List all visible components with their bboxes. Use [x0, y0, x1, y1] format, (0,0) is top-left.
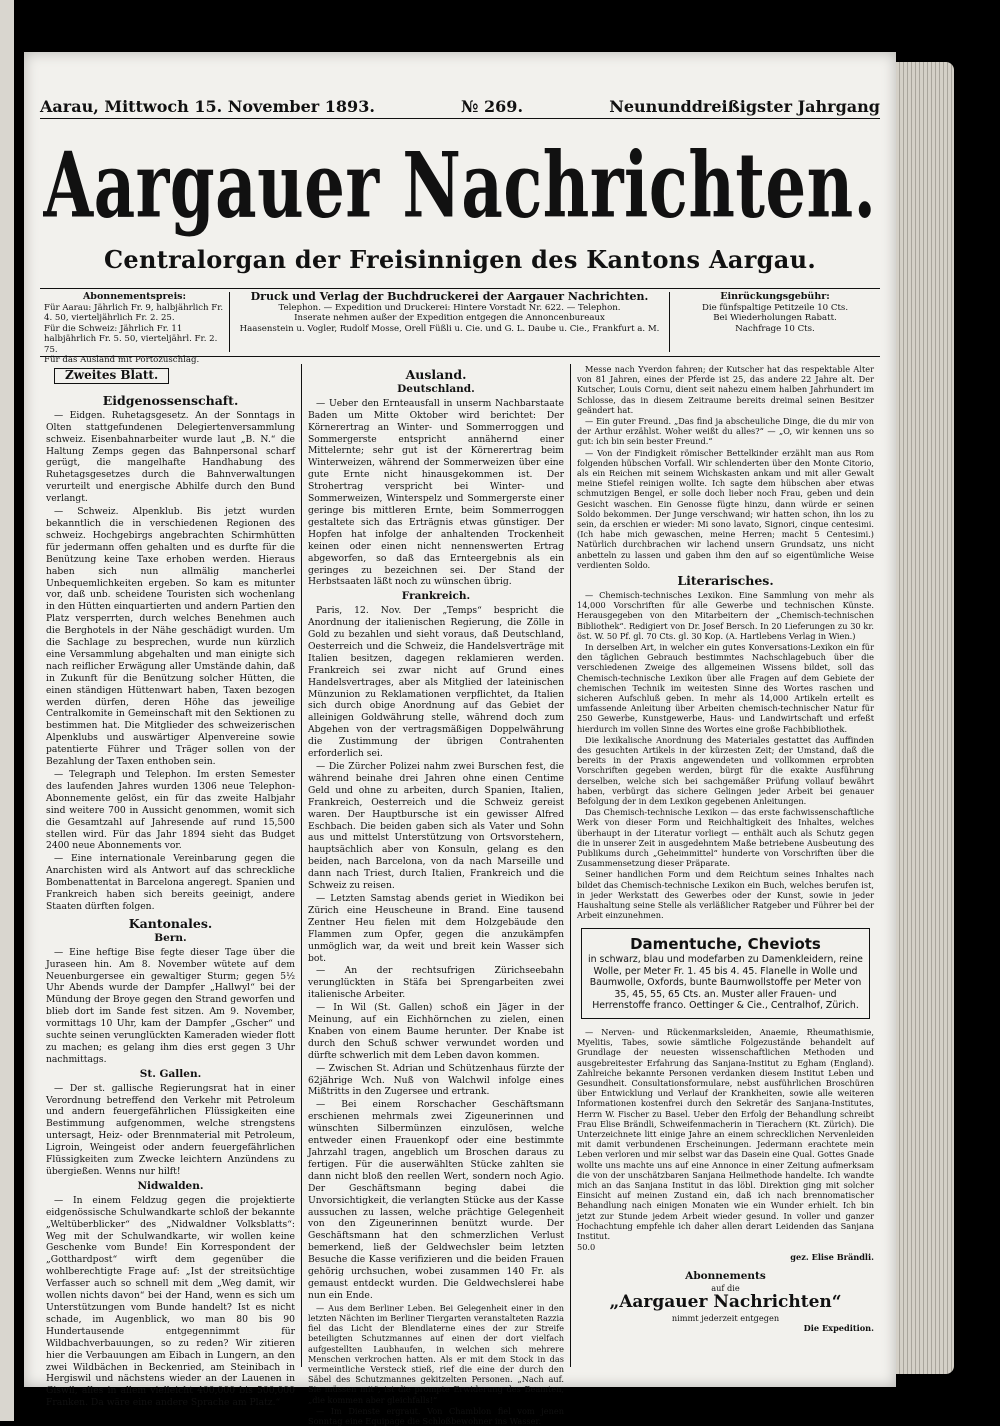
subscription-line: Für das Ausland mit Portozuschlag. — [44, 355, 200, 365]
subscription-box — [40, 291, 230, 365]
article-paragraph: — In einem Feldzug gegen die projektierte eidgenössische Schulwandkarte schloß der bekannte „Weltüberblicker“ des „Nidwaldner Volksblatts“: Weg mit der Schulwandkarte, wir wollen keine Geschenke vom Bunde! Ein Korrespondent der „Gotthardpost“ wirft dem gegenüber die wohlberechtigte Frage auf: „Ist der streitsüchtige Verfasser auch so schnell mit dem „Weg damit, wir wollen nichts davon“ bei der Hand, wenn es sich um Unterstützungen vom Bunde handelt? Ist es nicht schade, im Augenblick, wo man 80 bis 90 Hundertausende entgegennimmt für Wildbachverbauungen, so zu reden? Wir zitieren hier die Verbauungen am Eibach in Lungern, an den zwei Wildbächen in Beckenried, am Steinibach in Hergiswil und nächstens wieder an der Lauenen in Giswil, alles in allem vielleicht 400,000 bis 500,000 Franken. Da wäre eine andere Sprache am Platz.“ — [46, 1194, 295, 1409]
column-1 — [40, 364, 302, 1409]
cloth-advertisement — [581, 928, 870, 1019]
notice-line: auf die — [711, 1282, 740, 1293]
subsection-heading: Nidwalden. — [137, 1179, 204, 1192]
notice-line: nimmt jederzeit entgegen — [671, 1312, 780, 1323]
article-columns — [40, 364, 880, 1426]
volume-year: Neununddreißigster Jahrgang — [609, 97, 880, 116]
section-heading: Literarisches. — [677, 573, 774, 589]
section-heading: Ausland. — [405, 367, 467, 382]
article-paragraph: — Eine heftige Bise fegte dieser Tage über die Juraseen hin. Am 8. November wütete auf dem Neuenburgersee ein gewaltiger Sturm; gegen 5½ Uhr Abends wurde der Dampfer „Hallwyl“ bei der Mündung der Broye gegen den Strand geworfen und blieb dort im Sande fest sitzen. Am 9. November, vormittags 10 Uhr, kam der Dampfer „Gscher“ und suchte seinen verunglückten Kameraden wieder flott zu machen; es gelang ihm dies erst gegen 3 Uhr nachmittags. — [46, 946, 295, 1065]
publisher-line: Inserate nehmen außer der Expedition entgegen die Annoncenbureaux — [294, 313, 605, 323]
article-paragraph: — Bei einem Rorschacher Geschäftsmann erschienen mehrmals zwei Zigeunerinnen und wünschten Silbermünzen einzulösen, welche entweder einen Frauenkopf oder eine bestimmte Jahrzahl tragen, angeblich um Broschen daraus zu fertigen. Für die auserwählten Stücke zahlten sie dann nicht bloß den reellen Wert, sondern noch Agio. Der Geschäftsmann beging dabei die Unvorsichtigkeit, die verlangten Stücke aus der Kasse aussuchen zu lassen, welche prächtige Gelegenheit von den Zigeunerinnen benützt wurde. Der Geschäftsmann hat den schmerzlichen Verlust bemerkend, ließ der Geldwechsler beim letzten Besuche die Kasse verifizieren und die beiden Frauen gehörig urchsuchen, wobei zusammen 140 Fr. als gemaust entdeckt wurden. Die Geldwechslerei habe nun ein Ende. — [308, 1099, 564, 1301]
article-paragraph: — Ein guter Freund. „Das find ja abscheuliche Dinge, die du mir von der Arthur erzählst. Woher weißt du alles?“ — „O, wir kennen uns so gut: ich bin sein bester Freund.“ — [577, 416, 874, 447]
section-heading: Kantonales. — [128, 915, 213, 931]
article-paragraph: — Zwischen St. Adrian und Schützenhaus fürzte der 62jährige Wch. Nuß von Walchwil infolge eines Mißtritts in den Zugersee und ertrank. — [308, 1062, 564, 1098]
article-paragraph: Seiner handlichen Form und dem Reichtum seines Inhaltes nach bildet das Chemisch-technische Lexikon ein Buch, welches berufen ist, in jeder Werkstatt des Gewerbes oder der Kunst, sowie in jeder Haushaltung seine Stelle als verläßlicher Ratgeber und Führer bei der Arbeit einzunehmen. — [577, 869, 874, 921]
publisher-line: Haasenstein u. Vogler, Rudolf Mosse, Orell Füßli u. Cie. und G. L. Daube u. Cie., Frankfurt a. M. — [239, 323, 660, 334]
issue-number: № 269. — [461, 97, 524, 116]
article-paragraph: — Die Zürcher Polizei nahm zwei Burschen fest, die während beinahe drei Jahren ohne einen Centime Geld und ohne zu arbeiten, durch Spanien, Italien, Frankreich, Oesterreich und die Schweiz gereist waren. Der Hauptbursche ist ein gewisser Alfred Eschbach. Die beiden gaben sich als Vater und Sohn aus und mittelst Unterstützung von Ortsvorstehern, hauptsächlich aber von Konsuln, gelang es den beiden, nach Barcelona, von da nach Marseille und dann nach Triest, durch Italien, Frankreich und die Schweiz zu reisen. — [308, 761, 564, 892]
second-sheet-label: Zweites Blatt. — [54, 368, 169, 384]
notice-signature: Die Expedition. — [803, 1322, 874, 1333]
subscription-notice — [577, 1271, 874, 1333]
issue-date: Aarau, Mittwoch 15. November 1893. — [40, 97, 375, 116]
publisher-box — [230, 292, 670, 352]
notice-line: Abonnements — [685, 1269, 766, 1282]
subsection-heading: Frankreich. — [401, 590, 471, 603]
header-line — [40, 97, 880, 116]
info-rule-top — [40, 288, 880, 289]
article-paragraph: — Eidgen. Ruhetagsgesetz. An der Sonntags in Olten stattgefundenen Delegiertenversammlung schweiz. Eisenbahnarbeiter wurde laut „B. N.“ die Haltung Zemps gegen das Bahnpersonal scharf gerügt, die mangelhafte Handhabung des Ruhetagsgesetzes durch die Bahnverwaltungen verurteilt und energische Abhilfe durch den Bund verlangt. — [46, 409, 295, 505]
ad-rates-line: Bei Wiederholungen Rabatt. — [713, 313, 837, 323]
ad-rates-line: Die fünfspaltige Petitzeile 10 Cts. — [701, 302, 849, 313]
column-2 — [302, 364, 571, 1426]
publisher-title: Druck und Verlag der Buchdruckerei der Aargauer Nachrichten. — [250, 290, 649, 303]
article-paragraph: — Chemisch-technisches Lexikon. Eine Sammlung von mehr als 14,000 Vorschriften für alle Gewerbe und technischen Künste. Herausgegeben von den Mitarbeitern der „Chemisch-technischen Bibliothek“. Redigiert von Dr. Josef Bersch. In 20 Lieferungen zu 30 kr. öst. W. 50 Pf. gl. 70 Cts. gl. 30 Kop. (A. Hartlebens Verlag in Wien.) — [577, 589, 874, 641]
article-paragraph: — An der rechtsufrigen Zürichseebahn verunglückten in Stäfa bei Sprengarbeiten zwei italienische Arbeiter. — [308, 965, 564, 1001]
article-paragraph: — Telegraph und Telephon. Im ersten Semester des laufenden Jahres wurden 1306 neue Telephon-Abonnemente gelöst, ein für das zweite Halbjahr sind weitere 700 in Aussicht genommen, womit sich die Gesamtzahl auf Jahresende auf rund 15,500 stellen wird. Für das Jahr 1894 sieht das Budget 2400 neue Abonnements vor. — [46, 769, 295, 852]
ad-rates-title: Einrückungsgebühr: — [720, 291, 830, 302]
article-paragraph: — Im Dienste ergraut. Von Chamblon fiel vom jenen Sonntag eine Equipage die Schloßbewohner ins Wasser. — [308, 1405, 564, 1426]
ad-title: Damentuche, Cheviots — [630, 935, 821, 954]
info-bar — [40, 290, 880, 365]
article-paragraph: Die lexikalische Anordnung des Materiales gestattet das Auffinden des gesuchten Artikels in der kürzesten Zeit; der Umstand, daß die bereits in der Praxis angewendeten und vollkommen erprobten Vorschriften gegeben werden, bürgt für die exakte Ausführung derselben, welche sich bei sachgemäßer Prüfung vollauf bewährt haben, verbürgt das sichere Gelingen jeder Arbeit bei genauer Befolgung der in dem Lexikon gegebenen Anleitungen. — [577, 734, 874, 807]
masthead-subtitle: Centralorgan der Freisinnigen des Kantons Aargau. — [103, 245, 817, 274]
article-paragraph: — Eine internationale Vereinbarung gegen die Anarchisten wird als Antwort auf das schreckliche Bombenattentat in Barcelona angeregt. Spanien und Frankreich haben sich bereits geeinigt, andere Staaten dürften folgen. — [46, 853, 295, 912]
newspaper-page — [24, 52, 896, 1426]
article-paragraph: — Ueber den Ernteausfall in unserm Nachbarstaate Baden um Mitte Oktober wird berichtet: Der Körnerertrag an Winter- und Sommerroggen und Sommergerste entspricht annähernd einer Mittelernte; sehr gut ist der Körnerertrag beim Winterweizen, während der Sommerweizen über eine gute Ernte nicht hinausgekommen ist. Der Strohertrag verspricht bei Winter- und Sommerweizen, Winterspelz und Sommergerste einer geringe bis mittleren Ernte, beim Sommerroggen gestaltete sich das Erträgnis etwas günstiger. Der Hopfen hat infolge der anhaltenden Trockenheit keinen oder einen nicht nennenswerten Ertrag abgeworfen, so daß das Ernteergebnis als ein geringes zu bezeichnen sei. Der Stand der Herbstsaaten läßt noch zu wünschen übrig. — [308, 397, 564, 588]
info-rule-bottom — [40, 356, 880, 357]
article-paragraph: — In Wil (St. Gallen) schoß ein Jäger in der Meinung, auf ein Eichhörnchen zu zielen, einen Knaben von einem Baume herunter. Der Knabe ist durch den Schuß schwer verwundet worden und dürfte schwerlich mit dem Leben davon kommen. — [308, 1002, 564, 1061]
article-paragraph: — Letzten Samstag abends geriet in Wiedikon bei Zürich eine Heuscheune in Brand. Eine tausend Zentner Heu fielen mit dem Holzgebäude den Flammen zum Opfer, gegen die anzukämpfen unmöglich war, da weit und breit kein Wasser sich bot. — [308, 892, 564, 964]
article-paragraph: — Nerven- und Rückenmarksleiden, Anaemie, Rheumathismie, Myelitis, Tabes, sowie sämtliche Folgezustände behandelt auf Grundlage der neuesten wissenschaftlichen Methoden und ausgebreitester Erfahrung das Sanjana-Institut zu Egham (England). Zahlreiche bekannte Personen verdanken diesem Institut Leben und Gesundheit. Consultationsformulare, nebst ausführlichen Broschüren über Entwicklung und Verlauf der Krankheiten, sowie alle weiteren Informationen kostenfrei durch den Sekretär des Sanjana-Institutes, Herrn W. Fischer zu Basel. Ueber den Erfolg der Behandlung schreibt Frau Elise Brändli, Schweifenmacherin in Tierachern (Kt. Zürich). Die Unterzeichnete litt einige Jahre an einem schrecklichen Nervenleiden mit damit verbundenen Erscheinungen. Jedermann erachtete mein Leben verloren und mir selbst war das Dasein eine Qual. Gottes Gnade wollte uns machte uns auf eine Annonce in einer Zeitung aufmerksam die von der unschätzbaren Sanjana Heilmethode handelte. Ich wandte mich an das Sanjana Institut in das löbl. Direktion ging mit solcher Einsicht auf meinen Zustand ein, daß ich nach brennomatischer Behandlung nach einigen Monaten wie ein Wunder erhielt. Ich bin jetzt zur Stunde jedem Arbeit wieder gesund. In voller und ganzer Hochachtung empfehle ich daher allen derart Leidenden das Sanjana Institut. — [577, 1026, 874, 1242]
page-edge-left — [0, 0, 14, 1421]
section-heading: Eidgenossenschaft. — [102, 392, 239, 408]
ad-text: in schwarz, blau und modefarben zu Damenkleidern, reine Wolle, per Meter Fr. 1. 45 bis 4. 45. Flanelle in Wolle und Baumwolle, Oxfords, bunte Baumwollstoffe per Meter von 35, 45, 55, 65 Cts. an. Muster aller Frauen- und Herrenstoffe franco. Oettinger & Cie., Centralhof, Zürich. — [588, 954, 863, 1012]
subscription-line: Für die Schweiz: Jährlich Fr. 11 halbjährlich Fr. 5. 50, vierteljährl. Fr. 2. 75. — [44, 323, 218, 355]
ad-rates-box — [670, 292, 880, 352]
article-paragraph: — Schweiz. Alpenklub. Bis jetzt wurden bekanntlich die in verschiedenen Regionen des schweiz. Hochgebirgs angebrachten Schirmhütten für jedermann offen gehalten und es durfte für die Benützung keine Taxe erhoben werden. Hieraus haben sich nun allmälig mancherlei Unbequemlichkeiten ergeben. So kam es mitunter vor, daß unb. scheidene Touristen sich wochenlang in den Hütten einquartierten und andern Partien den Platz versperrten, durch welches Benehmen auch die Berghotels in der Nähe geschädigt wurden. Um die Sachlage zu besprechen, wurde nun kürzlich eine Versammlung abgehalten und man einigte sich nach reiflicher Erwägung aller Umstände dahin, daß in Zukunft für die Benützung solcher Hütten, die einen ständigen Hüttenwart haben, Taxen bezogen werden dürfen, deren Höhe das jeweilige Centralkomite in Gemeinschaft mit den Sektionen zu bestimmen hat. Die Mitglieder des schweizerischen Alpenklubs und auswärtiger Alpenvereine sowie patentierte Führer und Träger sollen von der Bezahlung der Taxen enthoben sein. — [46, 506, 295, 768]
header-rule — [40, 118, 880, 119]
article-paragraph: In derselben Art, in welcher ein gutes Konversations-Lexikon ein für den täglichen Gebrauch bestimmtes Nachschlagebuch über die verschiedenen Zweige des allgemeinen Wissens bildet, soll das Chemisch-technische Lexikon über alle Fragen auf dem Gebiete der chemischen Technik im weitesten Sinne des Wortes raschen und sicheren Aufschluß geben. In mehr als 14,000 Artikeln erteilt es umfassende Anleitung über Arbeiten chemisch-technischer Natur für 250 Gewerbe, Kunstgewerbe, Haus- und Landwirtschaft und erfeßt hierdurch im vollen Sinne des Wortes eine große Fachbibliothek. — [577, 641, 874, 734]
masthead-title: Aargauer Nachrichten. — [43, 134, 877, 239]
signature: gez. Elise Brändli. — [790, 1252, 874, 1263]
subsection-heading: Deutschland. — [397, 382, 475, 395]
article-paragraph: Paris, 12. Nov. Der „Temps“ bespricht die Anordnung der italienischen Regierung, die Zölle in Gold zu bezahlen und sieht voraus, daß Deutschland, Oesterreich und die Schweiz, die Handelsverträge mit Italien besitzen, dagegen reklamieren werden. Frankreich sei zwar nicht auf Grund eines Handelsvertrages, aber als Mitglied der lateinischen Münzunion zu Reklamationen verpflichtet, da Italien sich durch obige Anordnung auf das Gebiet der alleinigen Goldwährung stelle, während doch zum Abgehen von der vertragsmäßigen Doppelwährung die Zustimmung der übrigen Contrahenten erforderlich sei. — [308, 605, 564, 760]
article-end-number: 50.0 — [577, 1242, 596, 1253]
subscription-title: Abonnementspreis: — [82, 291, 187, 302]
article-paragraph: — Aus dem Berliner Leben. Bei Gelegenheit einer in den letzten Nächten im Berliner Tiergarten veranstalteten Razzia fiel das Licht der Blendlaterne eines der zur Streife beteiligten Schutzmannes auf einen der dort vielfach aufgestellten Laubhaufen, in welchen sich mehrere Menschen verkrochen hatten. Als er mit dem Stock in das vermeintliche Versteck stieß, rief die eine der durch den Säbel des Schutzmannes gekitzelten Personen. „Nach auf. Sie müssen mit“, ist die prompte Erwiderung des Beamten, „die kommen aber gleichfalls!“ — [308, 1302, 564, 1405]
article-paragraph: — Von der Findigkeit römischer Bettelkinder erzählt man aus Rom folgenden hübschen Vorfall. Wir schlenderten über den Monte Citorio, als ein Reichen mit seinem Wichskasten ankam und mit aller Gewalt meine Stiefel reinigen wollte. Ich sagte dem hübschen aber etwas schmutzigen Bengel, er solle doch lieber noch Frau, geben und dein Gesicht waschen. Ein Genosse fügte hinzu, dann würde er seinen Soldo bekommen. Der Junge verschwand; wir hatten schon, ihn los zu sein, da erschien er wieder: Mi sono lavato, Signori, cinque centesimi. (Ich habe mich gewaschen, meine Herren; macht 5 Centesimi.) Natürlich durchbrachen wir lachend unsern Grundsatz, uns nicht anbetteln zu lassen und gaben ihm den auf so eigentümliche Weise verdienten Soldo. — [577, 447, 874, 570]
subscription-line: Für Aarau: Jährlich Fr. 9, halbjährlich Fr. 4. 50, vierteljährlich Fr. 2. 25. — [44, 302, 224, 323]
subsection-heading: St. Gallen. — [139, 1067, 202, 1080]
ad-rates-line: Nachfrage 10 Cts. — [735, 323, 815, 334]
column-3 — [571, 364, 880, 1367]
article-paragraph: Messe nach Yverdon fahren; der Kutscher hat das respektable Alter von 81 Jahren, eines der Pferde ist 25, das andere 22 Jahre alt. Der Kutscher, Louis Cornu, dient seit nahezu einem halben Jahrhundert im Schlosse, das in diesem Zeitraume bereits dreimal seinen Besitzer geändert hat. — [577, 364, 874, 415]
notice-title: „Aargauer Nachrichten“ — [609, 1291, 842, 1312]
article-paragraph: — Der st. gallische Regierungsrat hat in einer Verordnung betreffend den Verkehr mit Petroleum und andern feuergefährlichen Flüssigkeiten eine Bestimmung aufgenommen, welche strengstens untersagt, Heiz- oder Brennmaterial mit Petroleum, Ligroin, Weingeist oder andern feuergefährlichen Flüssigkeiten zum Zwecke leichtern Anzündens zu übergießen. Wenns nur hilft! — [46, 1082, 295, 1177]
article-paragraph: Das Chemisch-technische Lexikon — das erste fachwissenschaftliche Werk von dieser Form und Reichhaltigkeit des Inhaltes, welches überhaupt in der Literatur vorliegt — enthält auch als Schutz gegen die in unserer Zeit in ausgedehntem Maße betriebene Ausbeutung des Publikums durch „Geheimmittel“ hunderte von Vorschriften über die Zusammensetzung dieser Präparate. — [577, 807, 874, 869]
publisher-line: Telephon. — Expedition und Druckerei: Hintere Vorstadt Nr. 622. — Telephon. — [278, 302, 621, 313]
subsection-heading: Bern. — [154, 931, 187, 944]
